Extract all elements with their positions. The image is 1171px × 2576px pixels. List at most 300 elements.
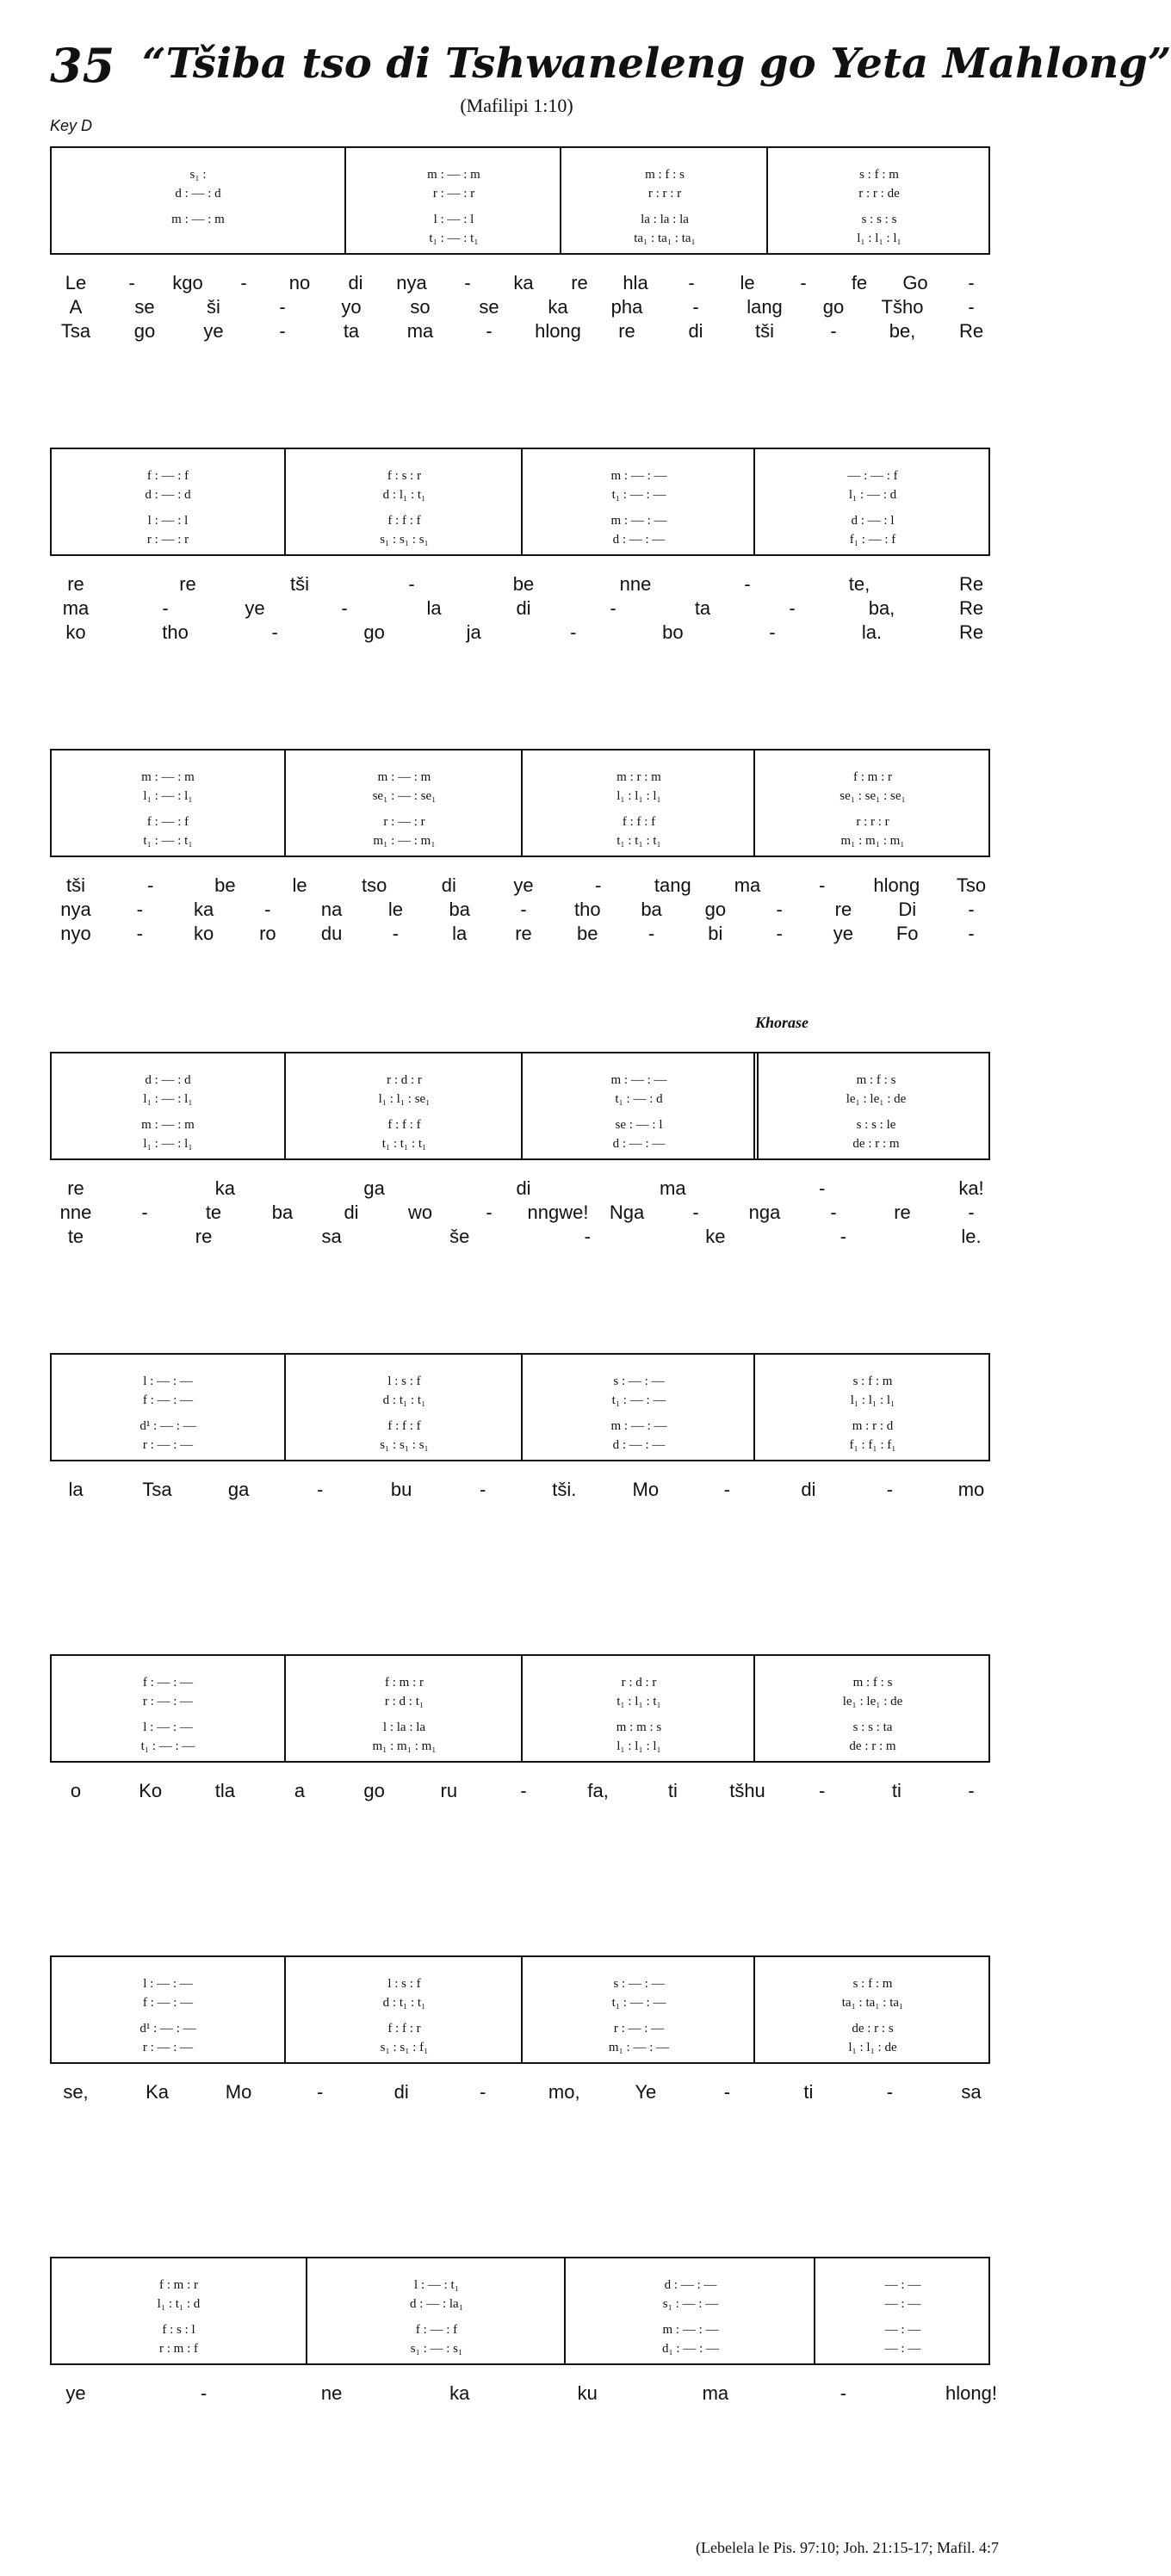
solfa-line: l₁ : — : l₁	[143, 1091, 193, 1106]
syllable: nyo	[60, 923, 91, 944]
measure	[306, 2258, 566, 2363]
solfa-line: t₁ : t₁ : t₁	[381, 1136, 427, 1151]
syllable: go	[704, 899, 727, 920]
solfa-line: t₁ : — : t₁	[429, 231, 479, 245]
syllable: -	[136, 923, 143, 944]
measure	[52, 449, 284, 554]
syllable: di	[441, 874, 456, 896]
solfa-line: d : t₁ : t₁	[382, 1393, 426, 1407]
solfa-line: l₁ : l₁ : se₁	[378, 1091, 431, 1106]
measure	[814, 2258, 990, 2363]
syllable: te,	[848, 573, 871, 595]
syllable: bu	[390, 1479, 412, 1500]
syllable: le.	[961, 1226, 982, 1247]
syllable: mo	[957, 1479, 985, 1500]
syllable: sa	[321, 1226, 342, 1247]
syllable: te	[205, 1202, 222, 1223]
lyric-line	[50, 2382, 997, 2406]
measure	[560, 148, 768, 253]
solfa-line: l₁ : l₁ : l₁	[857, 231, 901, 245]
syllable: še	[449, 1226, 470, 1247]
syllable: -	[688, 272, 695, 293]
syllable: Mo	[632, 1479, 660, 1500]
solfa-line: r : — : r	[146, 532, 189, 547]
syllable: -	[968, 1202, 975, 1223]
syllable: na	[320, 899, 343, 920]
solfa-line: se : — : l	[615, 1117, 663, 1132]
syllable: -	[723, 2081, 731, 2103]
syllable: tang	[654, 874, 691, 896]
syllable: di	[393, 2081, 409, 2103]
syllable: ma	[660, 1177, 686, 1199]
solfa-line: — : —	[884, 2277, 921, 2292]
syllable: -	[480, 2081, 486, 2103]
syllable: hla	[623, 272, 648, 293]
solfa-line: d : l₁ : t₁	[382, 487, 426, 502]
syllable: hlong!	[945, 2382, 997, 2404]
lyric-line	[50, 320, 990, 344]
syllable: Le	[65, 272, 87, 293]
syllable: ye	[245, 597, 265, 619]
syllable: ke	[705, 1226, 726, 1247]
solfa-line: m₁ : — : —	[608, 2040, 670, 2054]
solfa-line: m : — : m	[427, 167, 480, 182]
solfa-line: f : — : —	[142, 1675, 194, 1690]
solfa-line: f : — : —	[142, 1393, 194, 1407]
syllable: -	[647, 923, 655, 944]
solfa-line: r : d : r	[387, 1072, 422, 1087]
syllable: ma	[62, 597, 90, 619]
syllable: -	[520, 1780, 527, 1801]
solfa-line: s : s : ta	[852, 1720, 893, 1734]
syllable: tši	[290, 573, 309, 595]
notation-system-7	[50, 1955, 990, 2064]
solfa-line: l : — : —	[143, 1720, 193, 1734]
solfa-line: l₁ : l₁ : l₁	[616, 1739, 661, 1753]
syllable: ba	[449, 899, 470, 920]
syllable: -	[520, 899, 527, 920]
solfa-line: t₁ : — : t₁	[143, 833, 193, 848]
solfa-line: f : — : f	[146, 468, 189, 483]
syllable: -	[968, 899, 975, 920]
syllable: ti	[667, 1780, 678, 1801]
syllable: -	[392, 923, 400, 944]
solfa-line: m : — : —	[610, 1418, 667, 1433]
syllable: go	[363, 1780, 385, 1801]
syllable: ta	[694, 597, 711, 619]
syllable: Tšho	[881, 296, 924, 318]
syllable: -	[776, 923, 783, 944]
solfa-line: f : — : f	[415, 2322, 458, 2337]
syllable: -	[480, 1479, 486, 1500]
syllable: -	[464, 272, 471, 293]
measure	[52, 1656, 284, 1761]
syllable: la	[452, 923, 468, 944]
solfa-line: d : — : —	[664, 2277, 717, 2292]
syllable: Ka	[146, 2081, 169, 2103]
syllable: le	[740, 272, 755, 293]
measure	[521, 1957, 755, 2062]
syllable: te	[67, 1226, 84, 1247]
solfa-line: de : r : m	[852, 1136, 900, 1151]
solfa-line: f : f : f	[387, 513, 421, 528]
syllable: re	[571, 272, 588, 293]
notation-system-6	[50, 1654, 990, 1763]
syllable: ga	[363, 1177, 385, 1199]
hymn-header	[0, 0, 1171, 138]
syllable: -	[162, 597, 169, 619]
lyrics-block-2	[50, 573, 990, 651]
syllable: re	[834, 899, 852, 920]
measure	[753, 1053, 994, 1158]
solfa-line: — : —	[884, 2296, 921, 2311]
solfa-line: l₁ : l₁ : l₁	[616, 788, 661, 803]
lyric-line	[50, 1177, 990, 1202]
solfa-line: m : r : m	[616, 769, 661, 784]
key-signature: Key D	[50, 117, 93, 134]
syllable: Go	[902, 272, 928, 293]
lyric-line	[50, 2081, 990, 2105]
solfa-line: l₁ : — : d	[848, 487, 897, 502]
syllable: ye	[513, 874, 534, 896]
syllable: nya	[396, 272, 427, 293]
syllable: -	[279, 296, 286, 318]
syllable: lang	[747, 296, 783, 318]
solfa-line: l₁ : l₁ : l₁	[850, 1393, 895, 1407]
syllable: -	[800, 272, 807, 293]
solfa-line: l : s : f	[387, 1976, 421, 1991]
syllable: di	[801, 1479, 816, 1500]
syllable: -	[840, 2382, 847, 2404]
solfa-line: l₁ : — : l₁	[143, 1136, 193, 1151]
syllable: -	[341, 597, 348, 619]
solfa-line: f : s : l	[162, 2322, 195, 2337]
solfa-line: f : — : f	[146, 814, 189, 829]
solfa-line: t₁ : — : —	[611, 1393, 666, 1407]
solfa-line: d : — : l	[851, 513, 895, 528]
syllable: so	[410, 296, 431, 318]
solfa-line: r : — : —	[142, 1694, 194, 1708]
solfa-line: m : — : m	[141, 1117, 195, 1132]
solfa-line: l₁ : — : l₁	[143, 788, 193, 803]
syllable: ye	[203, 320, 224, 342]
syllable: -	[769, 621, 776, 643]
syllable: yo	[341, 296, 362, 318]
solfa-line: s₁ : s₁ : f₁	[380, 2040, 429, 2054]
hymn-number: 35	[50, 38, 115, 93]
chorus-label: Khorase	[755, 1014, 809, 1031]
solfa-line: s₁ : s₁ : s₁	[380, 1437, 429, 1452]
syllable: bi	[708, 923, 723, 944]
syllable: -	[146, 874, 154, 896]
footer-reference: (Lebelela le Pis. 97:10; Joh. 21:15-17; Mafil. 4:7	[696, 2539, 999, 2556]
syllable: be	[577, 923, 598, 944]
solfa-line: r : — : —	[142, 1437, 194, 1452]
syllable: -	[240, 272, 247, 293]
syllable: ti	[891, 1780, 901, 1801]
syllable: nya	[60, 899, 91, 920]
syllable: tho	[573, 899, 601, 920]
solfa-line: le₁ : le₁ : de	[842, 1694, 903, 1708]
solfa-line: d : — : —	[612, 532, 666, 547]
syllable: Mo	[225, 2081, 252, 2103]
solfa-line: f : m : r	[853, 769, 892, 784]
syllable: mo,	[548, 2081, 580, 2103]
syllable: tso	[361, 874, 387, 896]
lyric-line	[50, 1226, 990, 1250]
solfa-line: — : —	[884, 2341, 921, 2356]
solfa-line: m : r : d	[852, 1418, 894, 1433]
syllable: -	[408, 573, 415, 595]
solfa-line: l : — : l	[147, 513, 189, 528]
solfa-line: l : — : t₁	[414, 2277, 459, 2292]
syllable: o	[70, 1780, 82, 1801]
syllable: re	[67, 573, 84, 595]
syllable: ro	[259, 923, 276, 944]
solfa-line: ta₁ : ta₁ : ta₁	[634, 231, 696, 245]
lyric-line	[50, 272, 990, 296]
solfa-line: s : f : m	[852, 1976, 893, 1991]
syllable: -	[968, 272, 975, 293]
syllable: -	[279, 320, 286, 342]
measure	[766, 148, 990, 253]
solfa-line: s : f : m	[859, 167, 899, 182]
syllable: be,	[889, 320, 916, 342]
solfa-line: m : f : s	[645, 167, 685, 182]
syllable: -	[271, 621, 278, 643]
solfa-line: m : f : s	[852, 1675, 893, 1690]
syllable: Tsa	[142, 1479, 172, 1500]
syllable: ne	[320, 2382, 343, 2404]
syllable: ma	[734, 874, 761, 896]
lyric-line	[50, 573, 990, 597]
syllable: Fo	[895, 923, 919, 944]
solfa-line: f : m : r	[159, 2277, 198, 2292]
syllable: di	[348, 272, 363, 293]
syllable: -	[886, 2081, 894, 2103]
syllable: -	[789, 597, 796, 619]
syllable: re	[195, 1226, 213, 1247]
measure	[521, 1355, 755, 1460]
syllable: -	[692, 296, 699, 318]
solfa-line: s₁ : — : s₁	[410, 2341, 463, 2356]
solfa-line: t₁ : l₁ : t₁	[616, 1694, 661, 1708]
syllable: nga	[748, 1202, 781, 1223]
syllable: Nga	[609, 1202, 645, 1223]
syllable: -	[594, 874, 602, 896]
solfa-line: r : — : —	[613, 2021, 665, 2035]
syllable: tšhu	[729, 1780, 765, 1801]
syllable: ka	[214, 1177, 235, 1199]
measure	[52, 1053, 284, 1158]
notation-system-3	[50, 749, 990, 857]
solfa-line: r : — : r	[432, 186, 475, 201]
syllable: go	[822, 296, 845, 318]
syllable: -	[141, 1202, 148, 1223]
solfa-line: ta₁ : ta₁ : ta₁	[841, 1995, 904, 2010]
syllable: ku	[577, 2382, 598, 2404]
syllable: go	[133, 320, 156, 342]
syllable: -	[840, 1226, 847, 1247]
syllable: nngwe!	[527, 1202, 589, 1223]
syllable: se	[479, 296, 499, 318]
lyric-line	[50, 874, 990, 899]
syllable: wo	[407, 1202, 433, 1223]
solfa-line: se₁ : — : se₁	[372, 788, 437, 803]
solfa-line: t₁ : — : —	[611, 1995, 666, 2010]
lyrics-block-7	[50, 2081, 990, 2159]
measure	[753, 1656, 990, 1761]
solfa-line: f : f : f	[387, 1418, 421, 1433]
measure	[753, 1957, 990, 2062]
measure	[521, 751, 755, 856]
hymn-title: “Tšiba tso di Tshwaneleng go Yeta Mahlong”	[142, 40, 1171, 88]
syllable: -	[830, 1202, 837, 1223]
solfa-line: m : — : m	[171, 212, 225, 226]
lyric-line	[50, 1780, 990, 1804]
syllable: hlong	[873, 874, 920, 896]
syllable: go	[363, 621, 385, 643]
syllable: -	[584, 1226, 591, 1247]
lyrics-block-6	[50, 1780, 990, 1857]
solfa-line: t₁ : — : d	[615, 1091, 663, 1106]
syllable: ma	[406, 320, 434, 342]
solfa-line: r : r : r	[856, 814, 889, 829]
syllable: re	[894, 1202, 911, 1223]
solfa-line: s₁ :	[189, 167, 207, 182]
solfa-line: de : r : m	[849, 1739, 896, 1753]
syllable: Ye	[635, 2081, 657, 2103]
syllable: di	[344, 1202, 359, 1223]
solfa-line: d : — : —	[612, 1437, 666, 1452]
notation-system-1	[50, 146, 990, 255]
measure	[564, 2258, 815, 2363]
syllable: ko	[65, 621, 86, 643]
solfa-line: m : — : —	[610, 1072, 667, 1087]
syllable: tši	[66, 874, 85, 896]
solfa-line: m : — : —	[662, 2322, 719, 2337]
syllable: Re	[958, 597, 984, 619]
syllable: ba,	[868, 597, 895, 619]
measure	[284, 1957, 523, 2062]
solfa-line: le₁ : le₁ : de	[846, 1091, 907, 1106]
syllable: kgo	[172, 272, 203, 293]
syllable: fa,	[587, 1780, 609, 1801]
syllable: Ko	[139, 1780, 163, 1801]
syllable: -	[968, 923, 975, 944]
syllable: nne	[59, 1202, 92, 1223]
solfa-line: d¹ : — : —	[139, 1418, 196, 1433]
lyrics-block-8	[50, 2382, 997, 2460]
syllable: le	[292, 874, 307, 896]
notation-system-2	[50, 448, 990, 556]
solfa-line: f₁ : — : f	[849, 532, 896, 547]
syllable: la	[68, 1479, 84, 1500]
syllable: ka	[513, 272, 534, 293]
solfa-line: — : —	[884, 2322, 921, 2337]
solfa-line: l : la : la	[382, 1720, 426, 1734]
solfa-line: d : — : la₁	[410, 2296, 463, 2311]
solfa-line: m : — : —	[610, 513, 667, 528]
syllable: se	[134, 296, 155, 318]
syllable: -	[486, 1202, 493, 1223]
syllable: Re	[958, 573, 984, 595]
solfa-line: d : — : —	[612, 1136, 666, 1151]
measure	[284, 1355, 523, 1460]
syllable: -	[610, 597, 616, 619]
syllable: ta	[343, 320, 360, 342]
syllable: -	[136, 899, 143, 920]
lyrics-block-1	[50, 272, 990, 349]
lyric-line	[50, 597, 990, 621]
syllable: a	[294, 1780, 306, 1801]
measure	[284, 1656, 523, 1761]
syllable: -	[818, 1780, 826, 1801]
lyric-line	[50, 296, 990, 320]
solfa-line: m : f : s	[856, 1072, 896, 1087]
lyric-line	[50, 923, 990, 947]
solfa-line: d¹ : — : —	[139, 2021, 196, 2035]
syllable: re	[618, 320, 635, 342]
solfa-line: r : r : de	[858, 186, 900, 201]
solfa-line: r : d : t₁	[384, 1694, 424, 1708]
solfa-line: m₁ : — : m₁	[373, 833, 436, 848]
solfa-line: m₁ : m₁ : m₁	[840, 833, 905, 848]
solfa-line: l : — : —	[143, 1976, 193, 1991]
solfa-line: f : f : f	[622, 814, 656, 829]
solfa-line: f : f : r	[387, 2021, 421, 2035]
syllable: tši.	[552, 1479, 577, 1500]
syllable: -	[818, 1177, 826, 1199]
solfa-line: t₁ : t₁ : t₁	[616, 833, 661, 848]
solfa-line: d : t₁ : t₁	[382, 1995, 426, 2010]
solfa-line: — : — : f	[847, 468, 898, 483]
syllable: ti	[803, 2081, 814, 2103]
solfa-line: m : — : m	[377, 769, 431, 784]
solfa-line: l : — : l	[433, 212, 474, 226]
lyrics-block-3	[50, 874, 990, 952]
syllable: hlong	[535, 320, 581, 342]
syllable: fe	[851, 272, 868, 293]
solfa-line: s : — : —	[613, 1374, 665, 1388]
syllable: le	[387, 899, 403, 920]
measure	[52, 2258, 306, 2363]
solfa-line: m : — : m	[141, 769, 195, 784]
syllable: ye	[65, 2382, 86, 2404]
syllable: ka!	[958, 1177, 984, 1199]
syllable: -	[830, 320, 837, 342]
solfa-line: m₁ : m₁ : m₁	[372, 1739, 437, 1753]
syllable: -	[200, 2382, 208, 2404]
syllable: sa	[961, 2081, 982, 2103]
syllable: tho	[162, 621, 189, 643]
syllable: -	[968, 296, 975, 318]
solfa-line: la : la : la	[641, 212, 689, 226]
measure	[52, 1957, 284, 2062]
syllable: -	[692, 1202, 699, 1223]
syllable: re	[179, 573, 196, 595]
syllable: re	[67, 1177, 84, 1199]
solfa-line: r : r : r	[647, 186, 682, 201]
solfa-line: r : d : r	[621, 1675, 657, 1690]
solfa-line: t₁ : — : —	[611, 487, 666, 502]
measure	[284, 751, 523, 856]
solfa-line: f₁ : f₁ : f₁	[849, 1437, 896, 1452]
solfa-line: l₁ : t₁ : d	[157, 2296, 201, 2311]
syllable: se,	[63, 2081, 89, 2103]
syllable: -	[128, 272, 135, 293]
syllable: -	[316, 1479, 324, 1500]
